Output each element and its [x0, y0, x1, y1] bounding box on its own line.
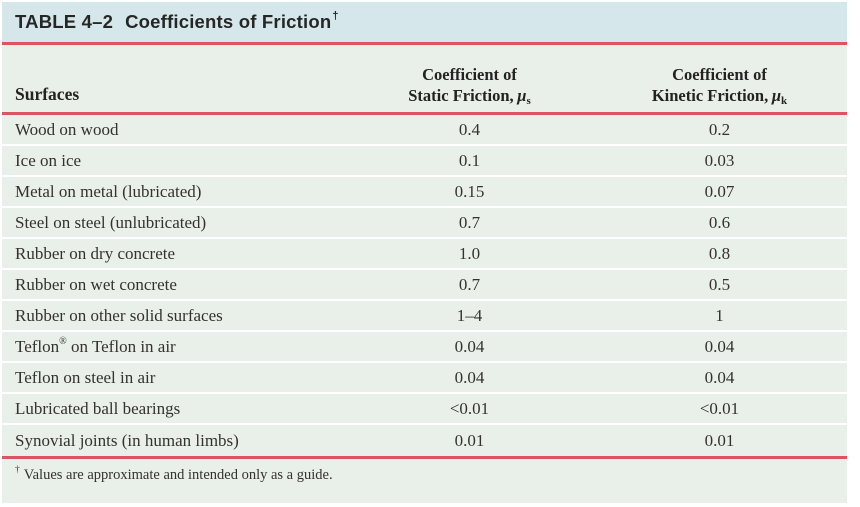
surface-cell — [2, 151, 347, 171]
table-row — [2, 332, 847, 363]
footnote-text: Values are approximate and intended only as a guide. — [23, 467, 333, 483]
static-friction-value — [347, 213, 592, 233]
kinetic-value-text: 0.04 — [704, 367, 735, 387]
surface-label: Rubber on dry concrete — [15, 243, 176, 263]
surface-label: Ice on ice — [15, 150, 82, 170]
surface-cell — [2, 120, 347, 140]
kinetic-friction-value — [592, 337, 847, 357]
kinetic-friction-value — [592, 120, 847, 140]
column-header-kinetic-friction — [592, 45, 847, 112]
surface-label: Teflon on steel in air — [15, 367, 156, 387]
static-friction-value — [347, 431, 592, 451]
kinetic-value-text: 0.6 — [708, 212, 731, 232]
static-value-text: 0.04 — [454, 336, 485, 356]
static-friction-value — [347, 120, 592, 140]
surface-label: Rubber on other solid surfaces — [15, 305, 223, 325]
static-value-text: 0.04 — [454, 367, 485, 387]
kinetic-value-text: 1 — [715, 305, 724, 325]
table-row — [2, 425, 847, 456]
table-row — [2, 177, 847, 208]
kinetic-value-text: 0.07 — [704, 181, 735, 201]
static-friction-value — [347, 399, 592, 419]
table-container — [2, 2, 847, 503]
table-row — [2, 208, 847, 239]
table-body — [2, 115, 847, 456]
mu-symbol: μ — [771, 86, 782, 105]
static-value-text: 0.4 — [458, 119, 481, 139]
kinetic-friction-value — [592, 399, 847, 419]
surface-label-rest: on Teflon in air — [66, 336, 176, 356]
table-row — [2, 239, 847, 270]
surface-label: Wood on wood — [15, 119, 119, 139]
kinetic-value-text: 0.2 — [708, 119, 731, 139]
table-number: TABLE 4–2 — [15, 11, 114, 32]
static-value-text: 0.7 — [458, 212, 481, 232]
table-title — [125, 11, 338, 33]
static-value-text: 1–4 — [456, 305, 483, 325]
kinetic-friction-value — [592, 151, 847, 171]
kinetic-value-text: 0.5 — [708, 274, 731, 294]
static-value-text: 1.0 — [458, 243, 481, 263]
column-header-static-friction — [347, 45, 592, 112]
surface-cell — [2, 337, 347, 357]
static-friction-value — [347, 151, 592, 171]
kinetic-friction-value — [592, 213, 847, 233]
table-row — [2, 270, 847, 301]
static-friction-value — [347, 182, 592, 202]
kinetic-friction-value — [592, 182, 847, 202]
surface-label: Metal on metal (lubricated) — [15, 181, 202, 201]
static-friction-value — [347, 368, 592, 388]
static-value-text: 0.15 — [454, 181, 485, 201]
table-row — [2, 363, 847, 394]
kinetic-value-text: 0.01 — [704, 430, 735, 450]
surface-label: Rubber on wet concrete — [15, 274, 177, 294]
surface-label: Synovial joints (in human limbs) — [15, 430, 239, 450]
static-header-line1: Coefficient of — [422, 65, 517, 84]
mu-symbol: μ — [517, 86, 527, 105]
static-header-line2 — [347, 85, 592, 106]
table-title-bar — [2, 2, 847, 42]
kinetic-friction-value — [592, 306, 847, 326]
surface-cell — [2, 213, 347, 233]
footnote-marker: † — [15, 465, 20, 476]
surface-cell — [2, 182, 347, 202]
static-friction-value — [347, 337, 592, 357]
kinetic-value-text: 0.03 — [704, 150, 735, 170]
static-value-text: <0.01 — [449, 398, 490, 418]
kinetic-value-text: 0.04 — [704, 336, 735, 356]
static-friction-value — [347, 306, 592, 326]
surface-label: Lubricated ball bearings — [15, 398, 181, 418]
static-subscript: s — [526, 95, 531, 107]
static-value-text: 0.01 — [454, 430, 485, 450]
surface-cell — [2, 368, 347, 388]
kinetic-header-line1: Coefficient of — [672, 65, 767, 84]
table-row — [2, 394, 847, 425]
surface-cell — [2, 275, 347, 295]
surface-cell — [2, 244, 347, 264]
kinetic-value-text: <0.01 — [699, 398, 740, 418]
kinetic-friction-value — [592, 275, 847, 295]
kinetic-header-line2 — [592, 85, 847, 106]
surface-label: Steel on steel (unlubricated) — [15, 212, 207, 232]
surface-label: Teflon — [15, 336, 60, 356]
kinetic-value-text: 0.8 — [708, 243, 731, 263]
surface-cell — [2, 399, 347, 419]
static-header-text: Static Friction, — [408, 86, 514, 105]
kinetic-friction-value — [592, 368, 847, 388]
table-row — [2, 115, 847, 146]
table-title-text: Coefficients of Friction — [125, 11, 332, 32]
column-header-row — [2, 45, 847, 112]
surface-cell — [2, 431, 347, 451]
surfaces-header-label: Surfaces — [15, 84, 80, 104]
table-row — [2, 301, 847, 332]
registered-mark: ® — [59, 335, 67, 347]
kinetic-subscript: k — [781, 95, 788, 107]
table-row — [2, 146, 847, 177]
table-footnote — [2, 459, 847, 503]
kinetic-friction-value — [592, 431, 847, 451]
kinetic-friction-value — [592, 244, 847, 264]
static-value-text: 0.7 — [458, 274, 481, 294]
column-header-surfaces — [2, 45, 347, 112]
static-friction-value — [347, 244, 592, 264]
static-value-text: 0.1 — [458, 150, 481, 170]
surface-cell — [2, 306, 347, 326]
kinetic-header-text: Kinetic Friction, — [651, 86, 769, 105]
title-footnote-marker: † — [332, 9, 339, 22]
static-friction-value — [347, 275, 592, 295]
